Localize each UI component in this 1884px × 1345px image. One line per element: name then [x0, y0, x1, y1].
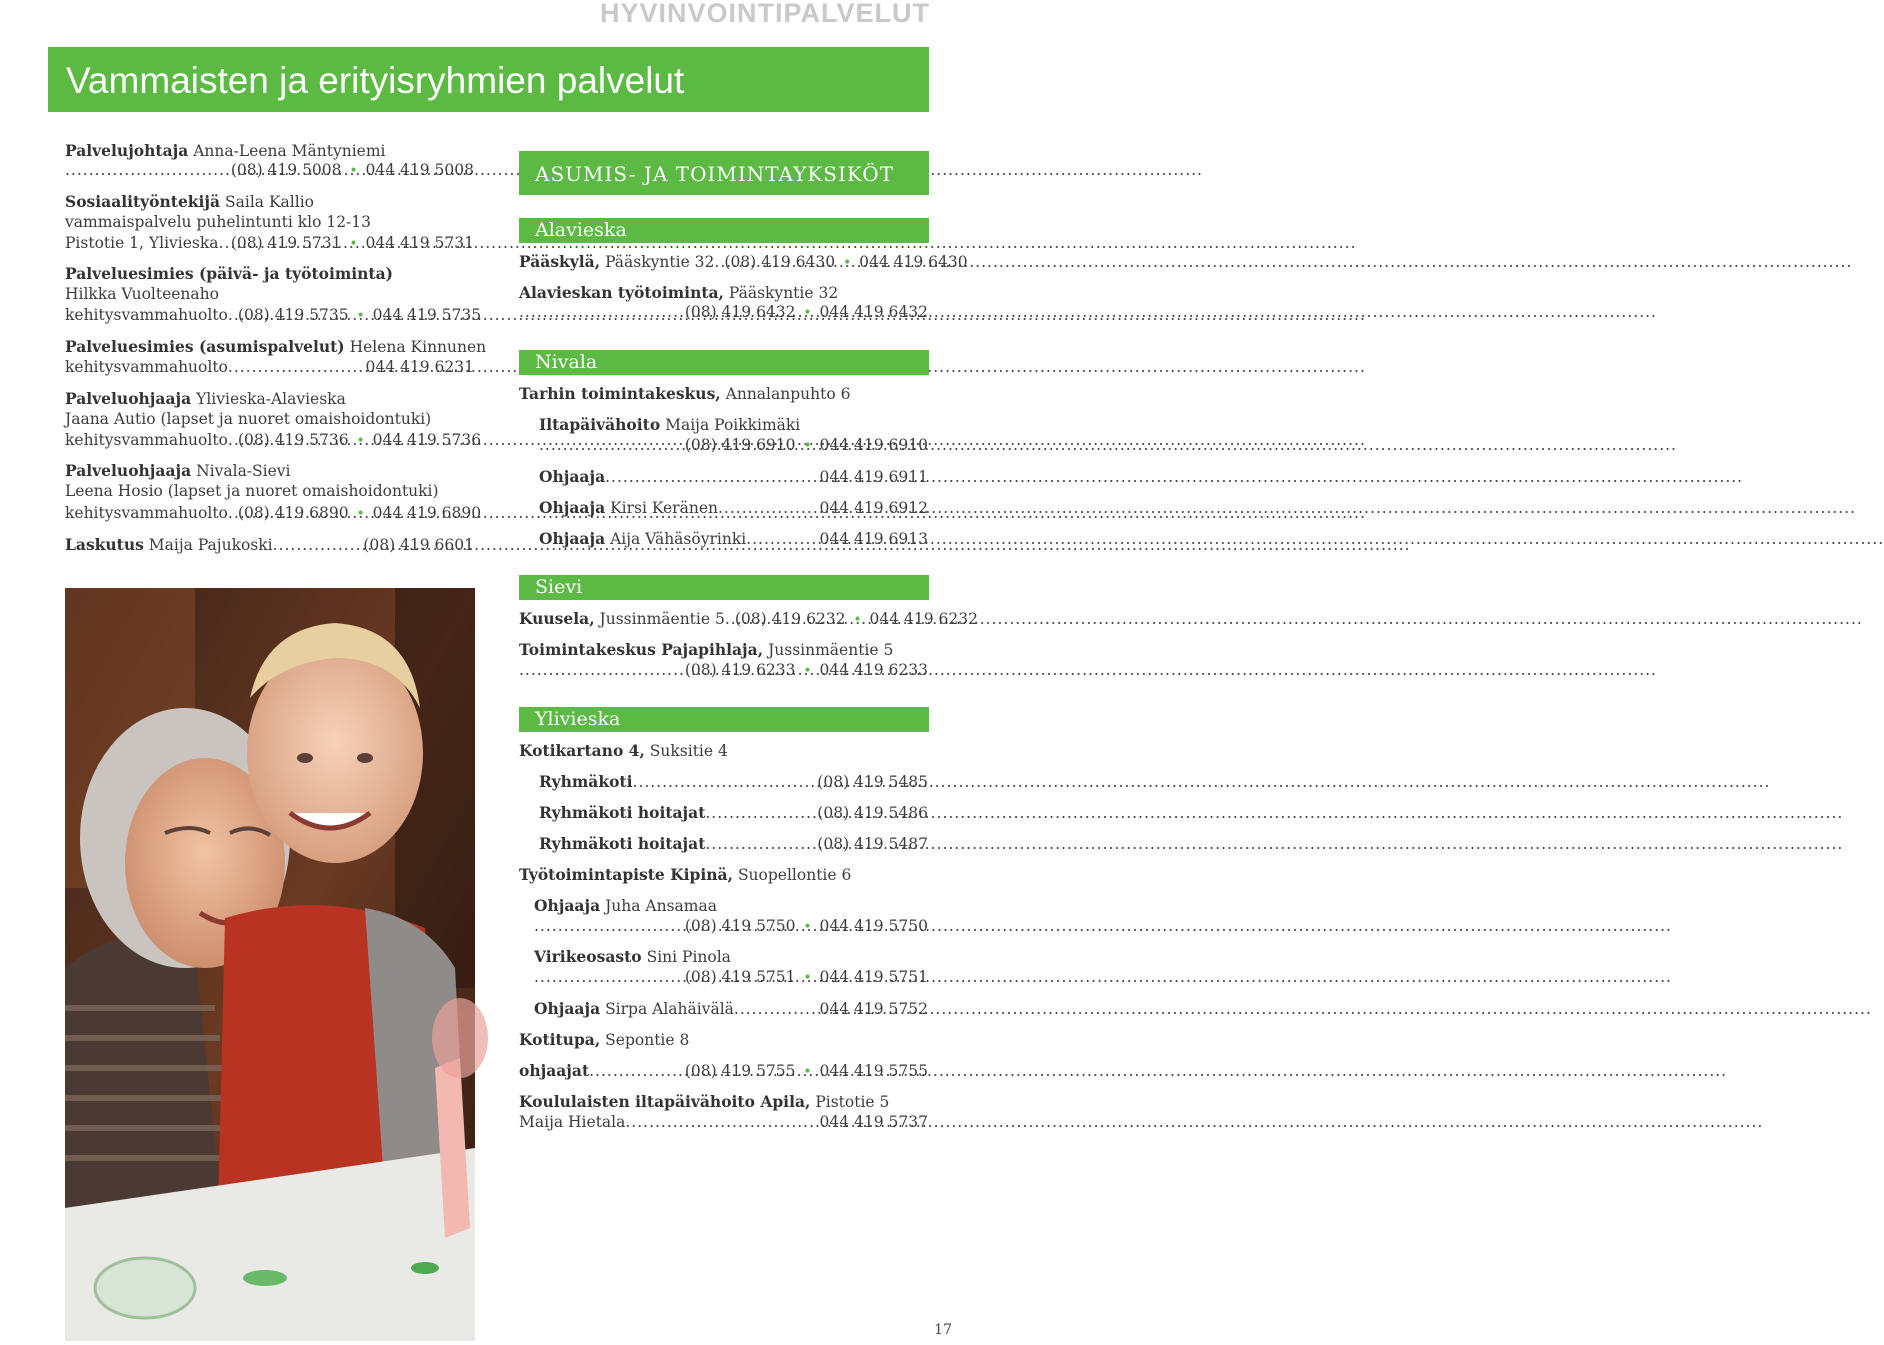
unit-kipina-ohjaaja: Ohjaaja Juha Ansamaa: [534, 896, 717, 915]
unit-tarhin: Tarhin toimintakeskus, Annalanpuhto 6: [519, 384, 851, 403]
unit-alavieska-worktoiminta: Alavieskan työtoiminta, Pääskyntie 32: [519, 283, 839, 302]
contact-guide-ylivieska: Palveluohjaaja Ylivieska-Alavieska: [65, 389, 346, 408]
unit-kotikartano: Kotikartano 4, Suksitie 4: [519, 741, 728, 760]
contact-guide-ylivieska-phones: kehitysvammahuolto ..... (08) 419 5736 • 044 419 5736: [65, 431, 474, 451]
unit-ylivieska-ohjaaja: Ohjaaja Sirpa Alahäivälä ..... 044 419 5752: [534, 999, 928, 1019]
subheading-nivala: Nivala: [519, 350, 929, 375]
unit-apila: Koululaisten iltapäivähoito Apila, Pistotie 5: [519, 1092, 890, 1111]
section-header-label: HYVINVOINTIPALVELUT: [599, 0, 930, 28]
unit-nivala-ohjaaja-2: Ohjaaja Kirsi Keränen ..... 044 419 6912: [539, 498, 928, 518]
unit-virikeosasto: Virikeosasto Sini Pinola: [534, 947, 731, 966]
contact-guide-nivala-name: Leena Hosio (lapset ja nuoret omaishoidontuki): [65, 482, 439, 500]
contact-supervisor-day-name: Hilkka Vuolteenaho: [65, 285, 219, 303]
contact-supervisor-housing-phones: kehitysvammahuolto ..... 044 419 6231: [65, 358, 474, 377]
unit-pajapihlaja-phones: ..... (08) 419 6233 • 044 419 6233: [519, 661, 928, 681]
unit-iltapaivahoito-phones: ..... (08) 419 6910 • 044 419 6910: [539, 436, 928, 456]
contact-billing: Laskutus Maija Pajukoski ..... (08) 419 6601: [65, 535, 474, 555]
unit-kotitupa: Kotitupa, Sepontie 8: [519, 1030, 690, 1049]
unit-ryhmakoti-hoitajat-2: Ryhmäkoti hoitajat ..... (08) 419 5487: [539, 834, 928, 854]
contact-guide-nivala-phones: kehitysvammahuolto ..... (08) 419 6890 • 044 419 6890: [65, 504, 474, 524]
unit-ryhmakoti-hoitajat-1: Ryhmäkoti hoitajat ..... (08) 419 5486: [539, 803, 928, 823]
subheading-sievi: Sievi: [519, 575, 929, 600]
contact-director-phones: ..... (08) 419 5008 • 044 419 5008: [65, 161, 474, 181]
contact-guide-ylivieska-name: Jaana Autio (lapset ja nuoret omaishoidontuki): [65, 410, 432, 428]
contact-director: Palvelujohtaja Anna-Leena Mäntyniemi: [65, 141, 386, 160]
section-heading-housing: ASUMIS- JA TOIMINTAYKSIKÖT: [519, 151, 929, 195]
unit-alavieska-worktoiminta-phones: ..... (08) 419 6432 • 044 419 6432: [519, 303, 928, 323]
contact-supervisor-housing: Palveluesimies (asumispalvelut) Helena Kinnunen: [65, 337, 487, 356]
unit-nivala-ohjaaja-1: Ohjaaja ..... 044 419 6911: [539, 467, 928, 487]
page-title: Vammaisten ja erityisryhmien palvelut: [66, 60, 685, 101]
unit-ryhmakoti: Ryhmäkoti ..... (08) 419 5485: [539, 772, 928, 792]
unit-kipina-ohjaaja-phones: ..... (08) 419 5750 • 044 419 5750: [534, 917, 928, 937]
subheading-ylivieska: Ylivieska: [519, 707, 929, 732]
contact-guide-nivala: Palveluohjaaja Nivala-Sievi: [65, 461, 291, 480]
unit-kotitupa-ohjaajat: ohjaajat ..... (08) 419 5755 • 044 419 5755: [519, 1061, 928, 1082]
subheading-alavieska: Alavieska: [519, 218, 929, 243]
contact-social-worker: Sosiaalityöntekijä Saila Kallio: [65, 192, 314, 211]
contact-supervisor-day: Palveluesimies (päivä- ja työtoiminta): [65, 264, 393, 283]
unit-kuusela: Kuusela, Jussinmäentie 5 ..... (08) 419 6232 • 044 419 6232: [519, 609, 928, 630]
unit-paaskyla: Pääskylä, Pääskyntie 32 ..... (08) 419 6430 • 044 419 6430: [519, 252, 928, 273]
contact-supervisor-day-phones: kehitysvammahuolto ..... (08) 419 5735 • 044 419 5735: [65, 306, 474, 326]
unit-apila-contact: Maija Hietala ..... 044 419 5737: [519, 1113, 928, 1132]
unit-nivala-ohjaaja-3: Ohjaaja Aija Vähäsöyrinki ..... 044 419 6913: [539, 529, 928, 549]
contact-social-worker-phones: Pistotie 1, Ylivieska ..... (08) 419 5731 • 044 419 5731: [65, 234, 474, 254]
unit-kipina: Työtoimintapiste Kipinä, Suopellontie 6: [519, 865, 852, 884]
photo-grandmother-and-child: [65, 588, 475, 1341]
title-banner: [48, 47, 929, 112]
page-number: 17: [934, 1322, 952, 1338]
unit-iltapaivahoito: Iltapäivähoito Maija Poikkimäki: [539, 415, 801, 434]
unit-pajapihlaja: Toimintakeskus Pajapihlaja, Jussinmäentie 5: [519, 640, 894, 659]
unit-virikeosasto-phones: ..... (08) 419 5751 • 044 419 5751: [534, 968, 928, 988]
contact-social-worker-hours: vammaispalvelu puhelintunti klo 12-13: [65, 213, 372, 231]
